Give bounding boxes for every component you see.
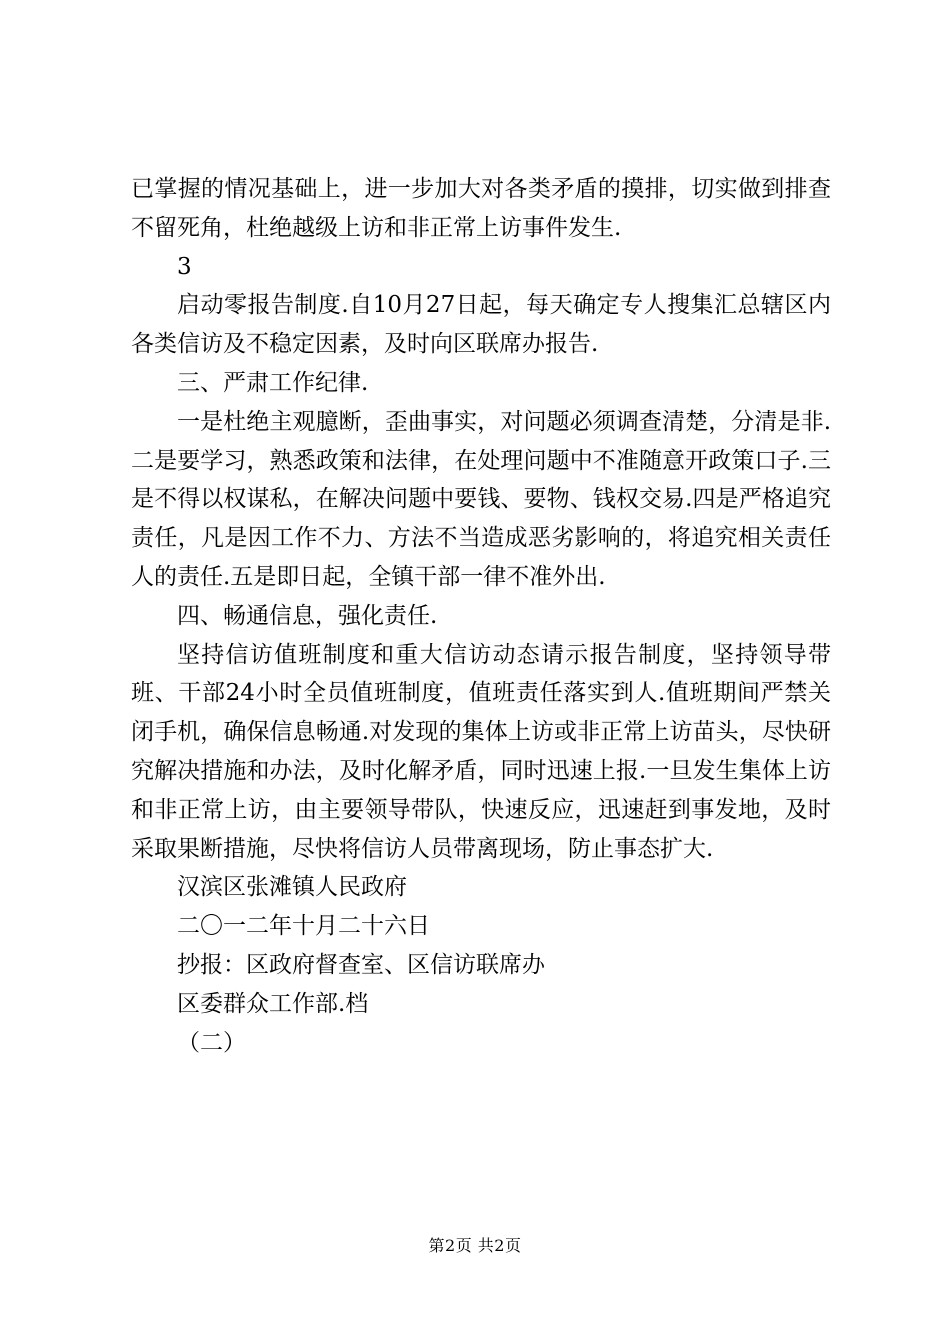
paragraph-number: 3 xyxy=(177,253,192,280)
issuer-name: 汉滨区张滩镇人民政府 xyxy=(177,874,407,901)
page-footer: 第2页 共2页 xyxy=(428,1236,522,1255)
copy-to-line-2: 区委群众工作部.档 xyxy=(177,990,369,1017)
issue-date: 二〇一二年十月二十六日 xyxy=(177,913,430,940)
paragraph-information: 坚持信访值班制度和重大信访动态请示报告制度，坚持领导带班、干部24小时全员值班制度，值班责任落实到人.值班期间严禁关闭手机，确保信息畅通.对发现的集体上访或非正常上访苗头，尽快研究解决措施和办法，及时化解矛盾，同时迅速上报.一旦发生集体上访和非正常上访，由主要领导带队，快速反应，迅速赶到事发地，及时采取果断措施，尽快将信访人员带离现场，防止事态扩大. xyxy=(131,641,831,862)
document-body xyxy=(131,170,831,1062)
paragraph-discipline: 一是杜绝主观臆断，歪曲事实，对问题必须调查清楚，分清是非.二是要学习，熟悉政策和法律，在处理问题中不准随意开政策口子.三是不得以权谋私，在解决问题中要钱、要物、钱权交易.四是严格追究责任，凡是因工作不力、方法不当造成恶劣影响的，将追究相关责任人的责任.五是即日起，全镇干部一律不准外出. xyxy=(131,408,831,590)
section-marker: （二） xyxy=(177,1029,246,1056)
copy-to-line: 抄报：区政府督查室、区信访联席办 xyxy=(177,951,545,978)
section-heading-information: 四、畅通信息，强化责任. xyxy=(177,602,438,629)
paragraph-continuation: 已掌握的情况基础上，进一步加大对各类矛盾的摸排，切实做到排查不留死角，杜绝越级上访和非正常上访事件发生. xyxy=(131,176,831,241)
paragraph-zero-report: 启动零报告制度.自10月27日起，每天确定专人搜集汇总辖区内各类信访及不稳定因素，及时向区联席办报告. xyxy=(131,292,831,358)
section-heading-discipline: 三、严肃工作纪律. xyxy=(177,369,369,396)
